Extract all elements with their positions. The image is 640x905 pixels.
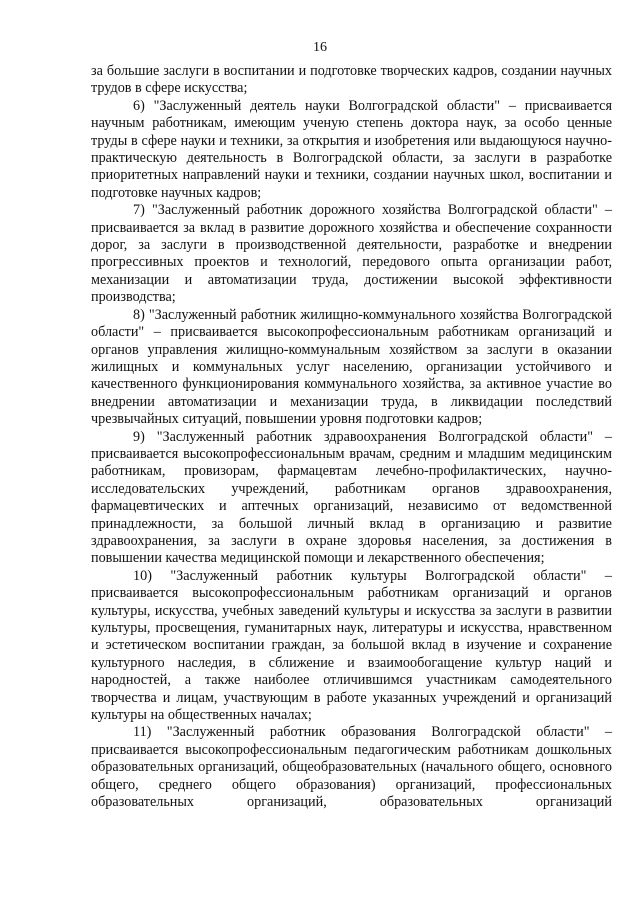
paragraph-item-6: 6) "Заслуженный деятель науки Волгоградской области" – присваивается научным работникам, имеющим ученую степень доктора наук, за особо ценные труды в сфере науки и техники, за открытия и изобретения или выдающуюся научно-практическую деятельность в Волгоградской области, за заслуги в разработке приоритетных направлений науки и техники, создании научных школ, воспитании и подготовке научных кадров;: [91, 97, 612, 201]
document-body: [91, 63, 612, 811]
page-number: 16: [313, 40, 327, 55]
paragraph-item-8: 8) "Заслуженный работник жилищно-коммунального хозяйства Волгоградской области" – присваивается высокопрофессиональным работникам организаций и органов управления жилищно-коммунальным хозяйством за заслуги в оказании жилищных и коммунальных услуг населению, организации устойчивого и качественного функционирования коммунального хозяйства, за активное участие во внедрении автоматизации и механизации труда, в ликвидации последствий чрезвычайных ситуаций, повышении уровня подготовки кадров;: [91, 306, 612, 428]
paragraph-continuation: за большие заслуги в воспитании и подготовке творческих кадров, создании научных трудов в сфере искусства;: [91, 63, 612, 97]
paragraph-item-11: 11) "Заслуженный работник образования Волгоградской области" – присваивается высокопрофессиональным педагогическим работникам дошкольных образовательных организаций, общеобразовательных (начального общего, основного общего, среднего общего образования) организаций, профессиональных образовательных организаций, образовательных организаций: [91, 724, 612, 811]
paragraph-item-10: 10) "Заслуженный работник культуры Волгоградской области" – присваивается высокопрофессиональным работникам организаций и органов культуры, искусства, учебных заведений культуры и искусства за заслуги в развитии культуры, просвещения, гуманитарных наук, литературы и искусства, нравственном и эстетическом воспитании граждан, за большой вклад в изучение и сохранение культурного наследия, в сближение и взаимообогащение культур наций и народностей, а также наиболее отличившимся участникам самодеятельного творчества и лицам, участвующим в работе указанных учреждений и организаций культуры на общественных началах;: [91, 567, 612, 724]
paragraph-item-7: 7) "Заслуженный работник дорожного хозяйства Волгоградской области" – присваивается за вклад в развитие дорожного хозяйства и обеспечение сохранности дорог, за заслуги в производственной деятельности, разработке и внедрении прогрессивных проектов и технологий, передового опыта организации работ, механизации и автоматизации труда, достижении высокой эффективности производства;: [91, 202, 612, 306]
paragraph-item-9: 9) "Заслуженный работник здравоохранения Волгоградской области" – присваивается высокопрофессиональным врачам, средним и младшим медицинским работникам, провизорам, фармацевтам лечебно-профилактических, научно-исследовательских учреждений, работникам органов здравоохранения, фармацевтических и аптечных организаций, независимо от ведомственной принадлежности, за большой личный вклад в организацию и развитие здравоохранения, за заслуги в охране здоровья населения, за достижения в повышении качества медицинской помощи и лекарственного обеспечения;: [91, 428, 612, 567]
